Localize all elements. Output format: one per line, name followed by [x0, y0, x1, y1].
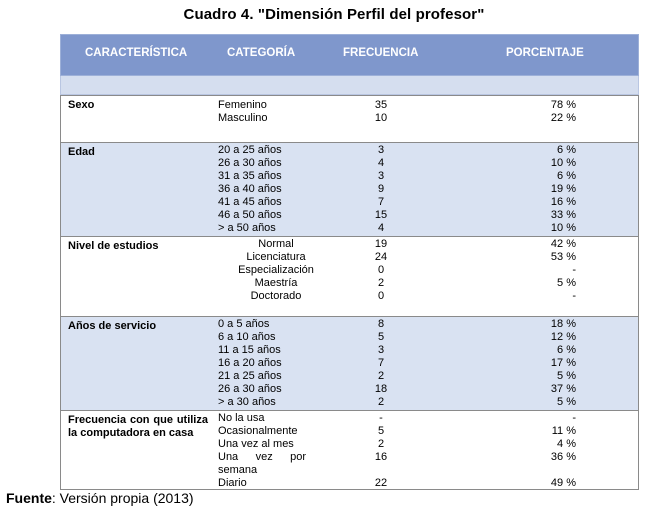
cell-porcentaje: 16 % — [550, 196, 576, 208]
cell-porcentaje: 5 % — [557, 277, 576, 289]
table-title: Cuadro 4. "Dimensión Perfil del profesor" — [183, 6, 485, 23]
header-categoria: CATEGORÍA — [227, 47, 296, 59]
section-nivel-estudios — [60, 236, 639, 316]
cell-frecuencia: 10 — [374, 112, 388, 124]
cell-categoria: No la usa — [218, 412, 265, 424]
cell-porcentaje: 18 % — [550, 318, 576, 330]
section-uso-computadora — [60, 410, 639, 490]
section-edad — [60, 142, 639, 236]
cell-frecuencia: 2 — [377, 277, 385, 289]
cell-frecuencia: 19 — [374, 238, 388, 250]
cell-categoria: Una vez al mes — [218, 438, 294, 450]
section-label-anos-servicio: Años de servicio — [68, 320, 157, 332]
cell-porcentaje: 19 % — [550, 183, 576, 195]
table-row — [61, 99, 640, 112]
cell-porcentaje: - — [572, 264, 576, 276]
cell-frecuencia: 2 — [377, 438, 385, 450]
cell-categoria: 36 a 40 años — [218, 183, 282, 195]
cell-categoria: 16 a 20 años — [218, 357, 282, 369]
cell-porcentaje: 53 % — [550, 251, 576, 263]
cell-porcentaje: 78 % — [550, 99, 576, 111]
cell-categoria: 41 a 45 años — [218, 196, 282, 208]
cell-frecuencia: 8 — [377, 318, 385, 330]
cell-categoria: 46 a 50 años — [218, 209, 282, 221]
cell-frecuencia: 5 — [377, 331, 385, 343]
section-label-uso-computadora: Frecuencia con que utiliza la computadora en casa — [68, 414, 208, 439]
cell-categoria: Normal — [258, 238, 294, 250]
cell-porcentaje: 6 % — [557, 170, 576, 182]
source-note — [6, 490, 194, 506]
cell-categoria: 21 a 25 años — [218, 370, 282, 382]
cell-porcentaje: 4 % — [557, 438, 576, 450]
cell-categoria: Licenciatura — [246, 251, 306, 263]
cell-categoria: Diario — [218, 477, 247, 489]
cell-frecuencia: 24 — [374, 251, 388, 263]
cell-porcentaje: - — [572, 290, 576, 302]
cell-porcentaje: 5 % — [557, 370, 576, 382]
cell-categoria: Maestría — [254, 277, 298, 289]
cell-frecuencia: 18 — [374, 383, 388, 395]
cell-frecuencia: 2 — [377, 370, 385, 382]
source-label: Fuente — [6, 490, 52, 506]
cell-porcentaje: - — [572, 412, 576, 424]
cell-frecuencia: - — [379, 412, 383, 424]
cell-categoria: Una vez por semana — [218, 451, 306, 476]
cell-frecuencia: 4 — [377, 222, 385, 234]
cell-categoria: Femenino — [218, 99, 267, 111]
cell-porcentaje: 6 % — [557, 144, 576, 156]
cell-categoria: 20 a 25 años — [218, 144, 282, 156]
cell-porcentaje: 33 % — [550, 209, 576, 221]
cell-frecuencia: 0 — [377, 290, 385, 302]
header-spacer-band — [60, 76, 639, 95]
cell-porcentaje: 36 % — [550, 451, 576, 463]
cell-categoria: 26 a 30 años — [218, 157, 282, 169]
cell-porcentaje: 42 % — [550, 238, 576, 250]
section-anos-servicio — [60, 316, 639, 410]
cell-porcentaje: 11 % — [551, 425, 576, 437]
cell-porcentaje: 6 % — [557, 344, 576, 356]
cell-porcentaje: 10 % — [550, 157, 576, 169]
cell-porcentaje: 5 % — [557, 396, 576, 408]
section-label-nivel-estudios: Nivel de estudios — [68, 240, 159, 252]
header-frecuencia: FRECUENCIA — [343, 47, 419, 59]
profile-table — [60, 34, 639, 493]
cell-categoria: 26 a 30 años — [218, 383, 282, 395]
cell-frecuencia: 3 — [377, 144, 385, 156]
table-header — [60, 34, 639, 76]
cell-frecuencia: 15 — [374, 209, 388, 221]
cell-frecuencia: 9 — [377, 183, 385, 195]
cell-frecuencia: 2 — [377, 396, 385, 408]
section-label-sexo: Sexo — [68, 99, 95, 111]
cell-frecuencia: 3 — [377, 170, 385, 182]
cell-porcentaje: 49 % — [550, 477, 576, 489]
section-sexo — [60, 95, 639, 142]
cell-frecuencia: 16 — [374, 451, 388, 463]
cell-categoria: Ocasionalmente — [218, 425, 298, 437]
cell-frecuencia: 3 — [377, 344, 385, 356]
section-label-edad: Edad — [68, 146, 95, 158]
cell-porcentaje: 37 % — [550, 383, 576, 395]
source-text: : Versión propia (2013) — [51, 490, 194, 506]
table-row — [61, 112, 640, 125]
cell-categoria: > a 30 años — [218, 396, 276, 408]
cell-categoria: Masculino — [218, 112, 268, 124]
cell-categoria: 6 a 10 años — [218, 331, 276, 343]
cell-frecuencia: 22 — [374, 477, 388, 489]
cell-porcentaje: 10 % — [550, 222, 576, 234]
cell-categoria: Doctorado — [250, 290, 302, 302]
cell-categoria: 31 a 35 años — [218, 170, 282, 182]
cell-frecuencia: 35 — [374, 99, 388, 111]
header-porcentaje: PORCENTAJE — [506, 47, 584, 59]
cell-categoria: 0 a 5 años — [218, 318, 270, 330]
cell-categoria: Especialización — [238, 264, 314, 276]
cell-frecuencia: 7 — [377, 357, 385, 369]
cell-frecuencia: 0 — [377, 264, 385, 276]
cell-categoria: > a 50 años — [218, 222, 276, 234]
cell-porcentaje: 12 % — [550, 331, 576, 343]
header-caracteristica: CARACTERÍSTICA — [85, 47, 188, 59]
cell-porcentaje: 17 % — [550, 357, 576, 369]
cell-frecuencia: 4 — [377, 157, 385, 169]
cell-categoria: 11 a 15 años — [218, 344, 281, 356]
cell-frecuencia: 7 — [377, 196, 385, 208]
cell-frecuencia: 5 — [377, 425, 385, 437]
cell-porcentaje: 22 % — [550, 112, 576, 124]
